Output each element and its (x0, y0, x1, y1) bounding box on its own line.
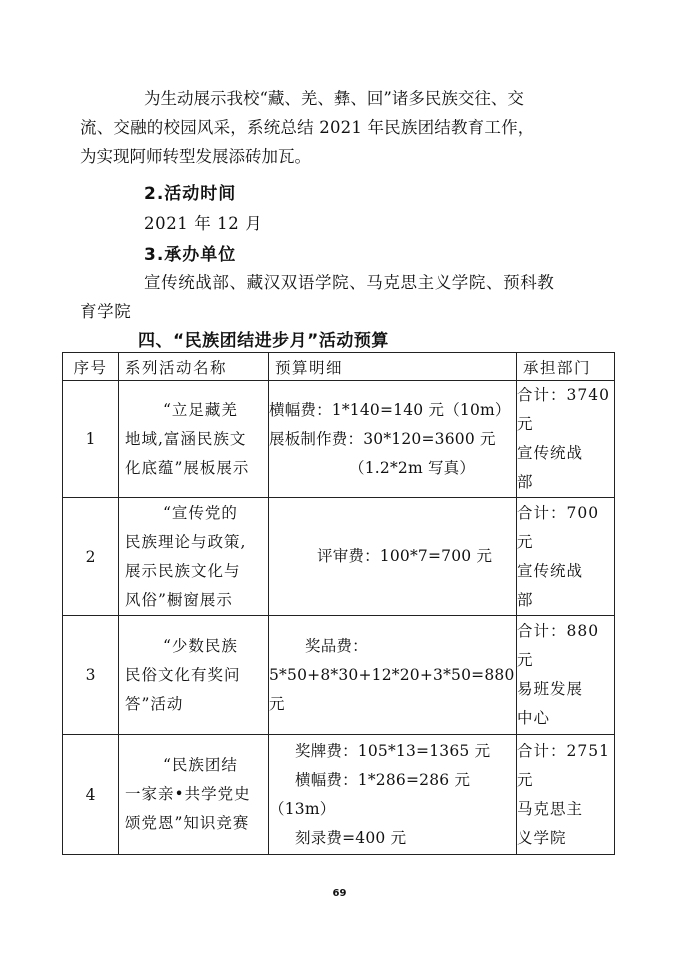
budget-detail-line: 展板制作费：30*120=3600 元 (269, 429, 496, 448)
budget-detail-line: （1.2*2m 写真） (349, 458, 476, 477)
activity-time-text: 2021 年 12 月 (144, 214, 263, 233)
budget-detail-line: 刻录费=400 元 (295, 828, 407, 847)
page-number: 69 (332, 888, 347, 899)
table-title: 四、“民族团结进步月”活动预算 (138, 331, 389, 351)
budget-detail-line: 元 (269, 694, 285, 713)
activity-name-line: “民族团结 (163, 756, 238, 774)
budget-detail-line: 横幅费：1*140=140 元（10m） (269, 400, 511, 419)
activity-name-line: 颂党恩”知识竞赛 (125, 814, 250, 832)
header-department: 承担部门 (517, 353, 615, 381)
intro-paragraph (80, 84, 610, 171)
activity-name-line: “宣传党的 (163, 503, 238, 522)
budget-detail-line: 奖品费： (305, 636, 368, 655)
row-activity-name (119, 381, 269, 498)
table-row (63, 381, 615, 498)
budget-detail-line: 评审费：100*7=700 元 (317, 547, 493, 565)
table-header-row (63, 353, 615, 381)
activity-name-line: “立足藏羌 (163, 400, 238, 419)
department-line: 中心 (517, 709, 551, 727)
row-activity-name (119, 498, 269, 616)
row-department (517, 498, 615, 616)
row-activity-name (119, 735, 269, 855)
department-line: 元 (517, 532, 534, 551)
department-line: 部 (517, 473, 534, 491)
activity-name-line: 展示民族文化与 (125, 561, 241, 580)
row-budget-detail (269, 616, 517, 735)
row-seq: 1 (63, 381, 119, 498)
activity-name-line: 风俗”橱窗展示 (125, 590, 233, 609)
department-line: 义学院 (517, 828, 567, 847)
department-line: 易班发展 (517, 680, 584, 698)
activity-name-line: 民俗文化有奖问 (125, 665, 241, 684)
budget-table (62, 352, 615, 855)
department-line: 马克思主 (517, 799, 584, 818)
department-line: 部 (517, 590, 534, 609)
activity-name-line: 民族理论与政策, (125, 532, 247, 551)
activity-name-line: “少数民族 (163, 636, 238, 655)
row-department (517, 616, 615, 735)
section-heading-time: 2.活动时间 (144, 184, 237, 204)
row-activity-name (119, 616, 269, 735)
header-budget-detail: 预算明细 (269, 353, 517, 381)
budget-detail-line: 横幅费：1*286=286 元 (295, 770, 471, 789)
row-seq: 4 (63, 735, 119, 855)
activity-name-line: 一家亲•共学党史 (125, 785, 251, 803)
table-row (63, 498, 615, 616)
department-line: 元 (517, 415, 534, 433)
row-budget-detail (269, 735, 517, 855)
department-line: 合计：880 (517, 622, 600, 640)
intro-line-2: 流、交融的校园风采，系统总结 2021 年民族团结教育工作， (80, 118, 535, 137)
row-seq: 3 (63, 616, 119, 735)
budget-detail-line: （13m） (269, 799, 336, 818)
intro-line-1: 为生动展示我校“藏、羌、彝、回”诸多民族交往、交 (144, 89, 524, 108)
row-department (517, 735, 615, 855)
header-activity-name: 系列活动名称 (119, 353, 269, 381)
department-line: 合计：3740 (517, 386, 610, 404)
department-line: 宣传统战 (517, 444, 584, 462)
row-budget-detail (269, 498, 517, 616)
organizer-line-2: 育学院 (80, 302, 132, 321)
section-heading-organizer: 3.承办单位 (144, 245, 237, 265)
department-line: 宣传统战 (517, 561, 584, 580)
row-budget-detail (269, 381, 517, 498)
department-line: 合计：2751 (517, 741, 610, 760)
department-line: 元 (517, 770, 534, 789)
table-row (63, 735, 615, 855)
budget-detail-line: 奖牌费：105*13=1365 元 (295, 741, 491, 760)
organizer-line-1: 宣传统战部、藏汉双语学院、马克思主义学院、预科教 (144, 273, 555, 292)
row-seq: 2 (63, 498, 119, 616)
budget-detail-line: 5*50+8*30+12*20+3*50=880 (269, 665, 515, 684)
activity-name-line: 化底蕴”展板展示 (125, 458, 250, 477)
activity-name-line: 地域,富涵民族文 (125, 429, 247, 448)
table-row (63, 616, 615, 735)
department-line: 元 (517, 651, 534, 669)
intro-line-3: 为实现阿师转型发展添砖加瓦。 (80, 147, 311, 166)
header-seq: 序号 (63, 353, 119, 381)
department-line: 合计：700 (517, 503, 600, 522)
row-department (517, 381, 615, 498)
activity-name-line: 答”活动 (125, 694, 184, 713)
